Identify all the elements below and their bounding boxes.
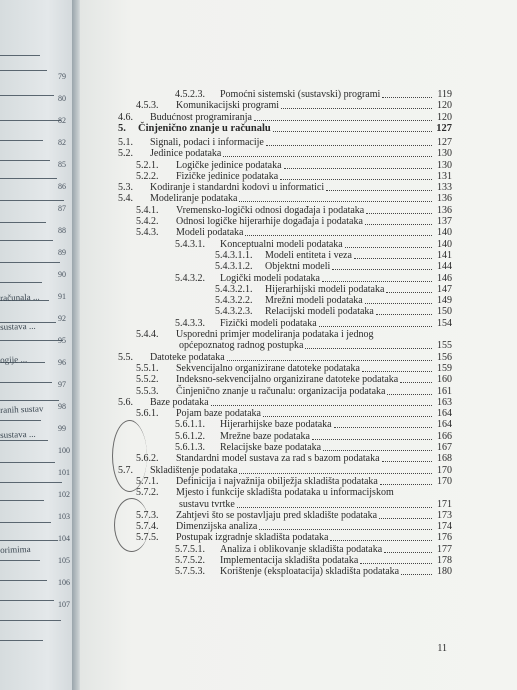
toc-entry-title: Odnosi logičke hijerarhije događaja i podataka: [176, 216, 363, 227]
toc-entry-number: 5.6.2.: [136, 453, 159, 465]
toc-entry-title: Logički modeli podataka: [220, 272, 320, 284]
toc-leader-dots: [281, 108, 432, 109]
page-number: 11: [437, 643, 447, 654]
toc-entry: [136, 452, 452, 464]
toc-entry-number: 5.5.1.: [136, 362, 159, 374]
toc-chapter: [118, 122, 452, 134]
toc-leader-dots: [227, 360, 432, 361]
left-page-number: 105: [58, 556, 70, 565]
left-page-rule: [0, 482, 62, 483]
toc-leader-dots: [380, 484, 432, 485]
toc-entry-page: 130: [437, 148, 452, 160]
toc-entry: [136, 407, 452, 419]
toc-entry-title: Hijerarhijski modeli podataka: [265, 283, 385, 295]
left-page-rule: [0, 120, 61, 121]
toc-entry-title: Komunikacijski programi: [176, 100, 280, 112]
left-page-number: 107: [58, 600, 70, 609]
toc-entry-number: 5.5.3.: [136, 385, 159, 397]
toc-entry-page: 164: [437, 419, 452, 431]
toc-entry-page: 167: [437, 442, 452, 453]
toc-entry-title: Konceptualni modeli podataka: [220, 238, 343, 250]
left-page-rule: [0, 440, 48, 441]
table-of-contents-page: [80, 0, 517, 690]
toc-leader-dots: [384, 552, 432, 553]
left-page-number: 82: [58, 138, 66, 147]
left-page-number: 88: [58, 226, 66, 235]
left-page-number: 89: [58, 248, 66, 257]
toc-entry-number: 5.7.5.3.: [175, 566, 205, 578]
left-page-rule: [0, 282, 42, 283]
toc-entry: [136, 475, 452, 487]
toc-entry-title: Relacijske baze podataka: [220, 442, 322, 453]
toc-entry-page: 176: [437, 532, 452, 544]
toc-entry-title: Analiza i oblikovanje skladišta podataka: [220, 543, 383, 555]
toc-entry-page: 140: [437, 227, 452, 239]
toc-entry-title: Modeli podataka: [176, 227, 244, 239]
left-page-rule: [0, 178, 57, 179]
toc-entry: [136, 520, 452, 532]
toc-entry-number: 5.1.: [118, 136, 133, 148]
toc-entry-title: Modeli entiteta i veza: [265, 249, 352, 261]
toc-entry-title: Usporedni primjer modeliranja podataka i jednog: [176, 329, 374, 340]
toc-leader-dots: [345, 247, 432, 248]
toc-entry: [215, 294, 452, 306]
toc-entry-page: 161: [437, 385, 452, 397]
left-page-rule: [0, 262, 60, 263]
toc-leader-dots: [254, 120, 432, 121]
toc-entry-title: Implementacija skladišta podataka: [220, 555, 359, 566]
toc-entry-number: 5.7.5.2.: [175, 555, 205, 566]
toc-entry: [118, 111, 452, 123]
toc-entry: [118, 181, 452, 193]
toc-entry-page: 140: [437, 238, 452, 250]
toc-entry: [136, 170, 452, 182]
left-page-rule: [0, 420, 41, 421]
toc-entry-title: Modeliranje podataka: [150, 193, 238, 205]
toc-entry-page: 163: [437, 396, 452, 408]
left-page-number: 96: [58, 358, 66, 367]
left-page-number: 97: [58, 380, 66, 389]
toc-entry-number: 5.6.1.3.: [175, 442, 205, 453]
toc-entry-page: 141: [437, 249, 452, 261]
left-page-number: 80: [58, 94, 66, 103]
toc-entry: [175, 565, 452, 577]
toc-leader-dots: [312, 439, 432, 440]
left-page-rule: [0, 400, 59, 401]
toc-leader-dots: [284, 168, 432, 169]
toc-entry-page: 156: [437, 351, 452, 363]
toc-entry-title: Relacijski modeli podataka: [265, 306, 374, 318]
toc-entry: [136, 215, 452, 227]
toc-entry-page: 178: [437, 555, 452, 566]
toc-entry-page: 120: [437, 100, 452, 112]
toc-entry: [215, 305, 452, 317]
toc-entry-number: 5.6.1.: [136, 408, 159, 420]
toc-entry: [136, 226, 452, 238]
pen-circle-5-6: [112, 420, 147, 492]
toc-entry-title-continued: sustavu tvrtke: [179, 498, 235, 510]
toc-entry: [175, 441, 452, 453]
toc-entry-title: Hijerarhijske baze podataka: [220, 419, 332, 431]
toc-entry: [175, 272, 452, 284]
toc-entry-title: Fizički modeli podataka: [220, 317, 317, 329]
toc-entry-page: 150: [437, 306, 452, 318]
toc-entry: [118, 192, 452, 204]
left-page-number: 85: [58, 160, 66, 169]
toc-leader-dots: [362, 371, 432, 372]
toc-entry-title: Logičke jedinice podataka: [176, 159, 282, 171]
left-page-number: 98: [58, 402, 66, 411]
toc-entry: [175, 554, 452, 566]
toc-entry-title: Datoteke podataka: [150, 351, 225, 363]
toc-leader-dots: [326, 190, 432, 191]
toc-leader-dots: [239, 201, 432, 202]
left-page-number: 106: [58, 578, 70, 587]
left-page-fragment: ogije ...: [0, 354, 28, 365]
toc-leader-dots: [354, 258, 432, 259]
toc-leader-dots: [382, 461, 432, 462]
toc-entry-page: 120: [437, 111, 452, 123]
left-page-number: 79: [58, 72, 66, 81]
left-page-fragment: sustava ...: [0, 428, 36, 440]
left-page-number: 87: [58, 204, 66, 213]
toc-entry-page: 149: [437, 295, 452, 307]
toc-entry: [136, 204, 452, 216]
toc-entry-title: Dimenzijska analiza: [176, 521, 258, 533]
toc-entry-page: 170: [437, 475, 452, 487]
toc-entry-title: Zahtjevi što se postavljaju pred skladište podataka: [176, 509, 378, 521]
toc-entry-page: 127: [436, 122, 452, 134]
toc-entry-number: 5.7.: [118, 464, 133, 476]
toc-entry-number: 5.4.: [118, 193, 133, 205]
left-page-number: 82: [58, 116, 66, 125]
toc-leader-dots: [237, 507, 432, 508]
toc-entry-page: 164: [437, 408, 452, 420]
toc-leader-dots: [223, 156, 432, 157]
toc-entry-number: 5.4.3.2.2.: [215, 295, 253, 307]
toc-leader-dots: [211, 405, 432, 406]
toc-entry-page: 160: [437, 374, 452, 386]
toc-entry: [136, 531, 452, 543]
toc-entry-page: 146: [437, 272, 452, 284]
toc-entry: [136, 362, 452, 374]
left-page-rule: [0, 560, 40, 561]
toc-entry-title: Indeksno-sekvencijalno organizirane datoteke podataka: [176, 374, 399, 386]
toc-entry-page: 177: [437, 543, 452, 555]
toc-entry-number: 5.4.3.: [136, 227, 159, 239]
toc-leader-dots: [386, 292, 432, 293]
toc-entry-number: 4.6.: [118, 111, 133, 123]
toc-leader-dots: [366, 213, 432, 214]
toc-entry-number: 5.2.: [118, 148, 133, 160]
left-page-rule: [0, 580, 47, 581]
toc-leader-dots: [323, 450, 432, 451]
left-page-number: 104: [58, 534, 70, 543]
toc-entry-title: Signali, podaci i informacije: [150, 136, 264, 148]
toc-entry-title: Mrežne baze podataka: [220, 430, 310, 442]
toc-leader-dots: [334, 427, 432, 428]
left-page-rule: [0, 620, 61, 621]
toc-entry-title: Skladištenje podataka: [150, 464, 238, 476]
toc-entry-number: 5.4.3.3.: [175, 317, 205, 329]
toc-entry-title: Objektni modeli: [265, 261, 331, 273]
toc-entry: [136, 486, 452, 498]
toc-entry-title: Mjesto i funkcije skladišta podataka u informacijskom: [176, 487, 394, 499]
toc-leader-dots: [239, 473, 432, 474]
toc-entry-number: 5.4.3.1.: [175, 238, 205, 250]
toc-entry: [175, 238, 452, 250]
toc-entry-title: Fizičke jedinice podataka: [176, 170, 279, 182]
toc-entry: [136, 159, 452, 171]
toc-leader-dots: [330, 540, 432, 541]
left-page-number: 92: [58, 314, 66, 323]
toc-entry: [175, 430, 452, 442]
left-page-rule: [0, 200, 64, 201]
toc-entry: [118, 464, 452, 476]
left-page-number: 91: [58, 292, 66, 301]
toc-entry-title: Standardni model sustava za rad s bazom podataka: [176, 453, 380, 465]
toc-entry-title: Pomoćni sistemski (sustavski) programi: [220, 89, 381, 100]
toc-entry-number: 5.5.: [118, 351, 133, 363]
left-page-number: 101: [58, 468, 70, 477]
toc-entry-page: 131: [437, 170, 452, 182]
toc-entry-number: 5.7.2.: [136, 487, 159, 499]
left-page-rule: [0, 640, 43, 641]
toc-leader-dots: [319, 326, 432, 327]
left-page-rule: [0, 222, 46, 223]
toc-entry-number: 5.4.3.1.1.: [215, 249, 253, 261]
left-page-fragment: računala ...: [0, 291, 40, 303]
toc-entry-number: 5.3.: [118, 182, 133, 194]
toc-entry: [118, 396, 452, 408]
toc-entry: [118, 351, 452, 363]
toc-entry-number: 5.6.: [118, 396, 133, 408]
left-page-fragment: sustava ...: [0, 320, 36, 332]
toc-entry-page: 136: [437, 193, 452, 205]
toc-entry-number: 5.4.2.: [136, 216, 159, 227]
toc-entry-number: 4.5.3.: [136, 100, 159, 112]
toc-leader-dots: [245, 235, 432, 236]
toc-leader-dots: [387, 394, 432, 395]
toc-entry: [175, 543, 452, 555]
toc-entry-continuation: [179, 339, 452, 351]
toc-entry-page: 154: [437, 317, 452, 329]
toc-leader-dots: [400, 382, 432, 383]
left-page-rule: [0, 382, 52, 383]
toc-entry-title: Baze podataka: [150, 396, 209, 408]
toc-entry: [175, 317, 452, 329]
toc-leader-dots: [322, 281, 432, 282]
toc-entry-page: 171: [437, 498, 452, 510]
toc-leader-dots: [382, 97, 432, 98]
toc-entry-page: 173: [437, 509, 452, 521]
left-page-number: 90: [58, 270, 66, 279]
pen-circle-5-7: [114, 498, 149, 552]
toc-entry-number: 5.4.3.1.2.: [215, 261, 253, 273]
toc-entry: [136, 509, 452, 521]
toc-leader-dots: [263, 416, 432, 417]
toc-entry-title: Definicija i najvažnija obilježja skladišta podataka: [176, 475, 378, 487]
toc-entry-page: 174: [437, 521, 452, 533]
toc-entry-number: 5.4.3.2.3.: [215, 306, 253, 318]
toc-entry: [118, 136, 452, 148]
toc-entry-page: 155: [437, 340, 452, 352]
toc-entry-number: 5.7.4.: [136, 521, 159, 533]
toc-entry-title: Kodiranje i standardni kodovi u informatici: [150, 182, 325, 194]
toc-leader-dots: [401, 574, 432, 575]
toc-entry-title-continued: općepoznatog radnog postupka: [179, 340, 304, 352]
toc-entry-continuation: [179, 498, 452, 510]
toc-entry-number: 5.4.4.: [136, 329, 159, 340]
toc-entry-number: 5.7.3.: [136, 509, 159, 521]
toc-entry-title: Pojam baze podataka: [176, 408, 261, 420]
toc-entry-title: Budućnost programiranja: [150, 111, 252, 123]
toc-entry-page: 170: [437, 464, 452, 476]
toc-entry: [215, 260, 452, 272]
toc-leader-dots: [379, 518, 432, 519]
left-page-rule: [0, 540, 58, 541]
toc-entry-page: 130: [437, 159, 452, 171]
toc-entry-title: Činjenično znanje u računalu: organizacija podataka: [176, 385, 386, 397]
toc-entry-page: 136: [437, 204, 452, 216]
left-page-rule: [0, 240, 53, 241]
left-page-rule: [0, 140, 43, 141]
toc-entry: [136, 328, 452, 340]
toc-entry-title: Postupak izgradnje skladišta podataka: [176, 532, 329, 544]
toc-leader-dots: [280, 179, 432, 180]
toc-entry-page: 166: [437, 430, 452, 442]
toc-entry-page: 144: [437, 261, 452, 273]
left-page-number: 102: [58, 490, 70, 499]
toc-leader-dots: [332, 269, 432, 270]
toc-entry-number: 5.: [118, 122, 126, 134]
left-page-number: 86: [58, 182, 66, 191]
toc-leader-dots: [273, 131, 432, 132]
toc-entry-number: 5.6.1.2.: [175, 430, 205, 442]
left-page: [0, 0, 80, 690]
toc-entry-page: 168: [437, 453, 452, 465]
toc-entry-number: 5.2.2.: [136, 170, 159, 182]
toc-entry-number: 5.4.3.2.: [175, 272, 205, 284]
toc-entry-number: 4.5.2.3.: [175, 89, 205, 100]
left-page-rule: [0, 600, 54, 601]
toc-entry-page: 137: [437, 216, 452, 227]
toc-entry-title: Korištenje (eksploatacija) skladišta podataka: [220, 566, 400, 578]
toc-entry: [136, 373, 452, 385]
left-page-number: 103: [58, 512, 70, 521]
toc-leader-dots: [360, 563, 432, 564]
toc-entry-page: 133: [437, 182, 452, 194]
toc-entry-number: 5.7.5.1.: [175, 543, 205, 555]
toc-entry: [175, 88, 452, 100]
toc-entry-page: 147: [437, 283, 452, 295]
toc-entry-page: 119: [437, 89, 452, 100]
toc-entry-number: 5.4.1.: [136, 204, 159, 216]
left-page-rule: [0, 340, 63, 341]
left-page-rule: [0, 55, 40, 56]
toc-entry-number: 5.7.1.: [136, 475, 159, 487]
toc-entry-title: Jedinice podataka: [150, 148, 222, 160]
toc-leader-dots: [376, 314, 432, 315]
toc-entry: [136, 99, 452, 111]
toc-entry-number: 5.6.1.1.: [175, 419, 205, 431]
toc-entry: [136, 385, 452, 397]
toc-entry-title: Vremensko-logički odnosi događaja i podataka: [176, 204, 365, 216]
left-page-rule: [0, 500, 44, 501]
left-page-rule: [0, 522, 51, 523]
toc-entry-title: Mrežni modeli podataka: [265, 295, 363, 307]
left-page-number: 95: [58, 336, 66, 345]
toc-entry: [118, 147, 452, 159]
left-page-rule: [0, 160, 50, 161]
toc-entry-number: 5.7.5.: [136, 532, 159, 544]
toc-entry: [215, 249, 452, 261]
toc-leader-dots: [365, 303, 432, 304]
left-page-fragment: orimima: [0, 543, 31, 555]
toc-entry-page: 180: [437, 566, 452, 578]
toc-leader-dots: [305, 348, 432, 349]
left-page-number: 100: [58, 446, 70, 455]
toc-leader-dots: [266, 145, 432, 146]
toc-entry-page: 127: [437, 136, 452, 148]
left-page-number: 99: [58, 424, 66, 433]
left-page-rule: [0, 462, 55, 463]
toc-entry-number: 5.4.3.2.1.: [215, 283, 253, 295]
toc-entry: [215, 283, 452, 295]
toc-entry-number: 5.5.2.: [136, 374, 159, 386]
toc-entry-page: 159: [437, 362, 452, 374]
toc-leader-dots: [259, 529, 432, 530]
toc-leader-dots: [365, 224, 432, 225]
toc-entry: [175, 418, 452, 430]
toc-entry-title: Sekvencijalno organizirane datoteke podataka: [176, 362, 360, 374]
left-page-rule: [0, 95, 54, 96]
left-page-rule: [0, 70, 47, 71]
left-page-fragment: ranih sustav: [0, 403, 44, 415]
toc-entry-number: 5.2.1.: [136, 159, 159, 171]
toc-entry-title: Činjenično znanje u računalu: [138, 122, 271, 134]
